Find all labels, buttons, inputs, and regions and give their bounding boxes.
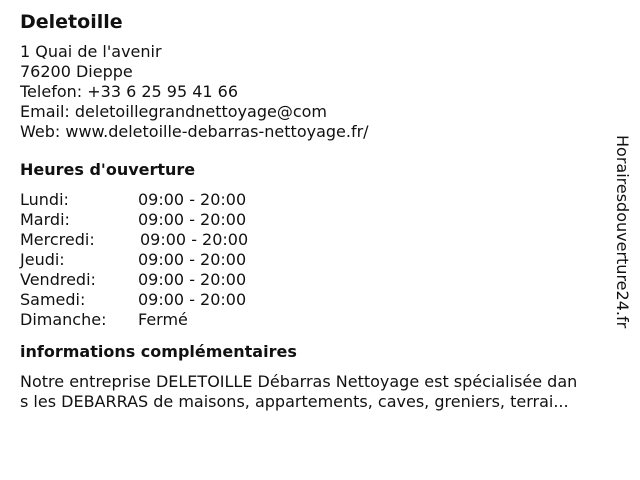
business-name: Deletoille bbox=[20, 11, 123, 33]
hours-row-friday bbox=[20, 270, 610, 290]
phone-number: Telefon: +33 6 25 95 41 66 bbox=[20, 82, 239, 101]
time-value: 09:00 - 20:00 bbox=[138, 190, 247, 209]
time-value: 09:00 - 20:00 bbox=[138, 210, 247, 229]
address-street: 1 Quai de l'avenir bbox=[20, 42, 162, 61]
additional-info-title: informations complémentaires bbox=[20, 342, 297, 361]
opening-hours-title: Heures d'ouverture bbox=[20, 160, 196, 179]
hours-row-sunday bbox=[20, 310, 610, 330]
day-label: Vendredi: bbox=[20, 270, 96, 289]
opening-hours-table bbox=[20, 190, 610, 330]
day-label: Mercredi: bbox=[20, 230, 95, 249]
time-value: 09:00 - 20:00 bbox=[138, 290, 247, 309]
hours-row-thursday bbox=[20, 250, 610, 270]
site-watermark bbox=[612, 135, 632, 345]
day-label: Samedi: bbox=[20, 290, 86, 309]
time-value: Fermé bbox=[138, 310, 188, 329]
hours-row-monday bbox=[20, 190, 610, 210]
hours-row-wednesday bbox=[20, 230, 610, 250]
day-label: Jeudi: bbox=[20, 250, 65, 269]
site-watermark-text: Horairesdouverture24.fr bbox=[613, 135, 632, 329]
time-value: 09:00 - 20:00 bbox=[138, 270, 247, 289]
hours-row-saturday bbox=[20, 290, 610, 310]
day-label: Mardi: bbox=[20, 210, 70, 229]
website: Web: www.deletoille-debarras-nettoyage.fr/ bbox=[20, 122, 369, 141]
time-value: 09:00 - 20:00 bbox=[140, 230, 249, 249]
email-address: Email: deletoillegrandnettoyage@com bbox=[20, 102, 327, 121]
address-city: 76200 Dieppe bbox=[20, 62, 133, 81]
time-value: 09:00 - 20:00 bbox=[138, 250, 247, 269]
business-card bbox=[20, 10, 610, 412]
day-label: Lundi: bbox=[20, 190, 69, 209]
description-line-1: Notre entreprise DELETOILLE Débarras Nettoyage est spécialisée dan bbox=[20, 372, 578, 391]
description-line-2: s les DEBARRAS de maisons, appartements, caves, greniers, terrai... bbox=[20, 392, 569, 411]
hours-row-tuesday bbox=[20, 210, 610, 230]
day-label: Dimanche: bbox=[20, 310, 107, 329]
